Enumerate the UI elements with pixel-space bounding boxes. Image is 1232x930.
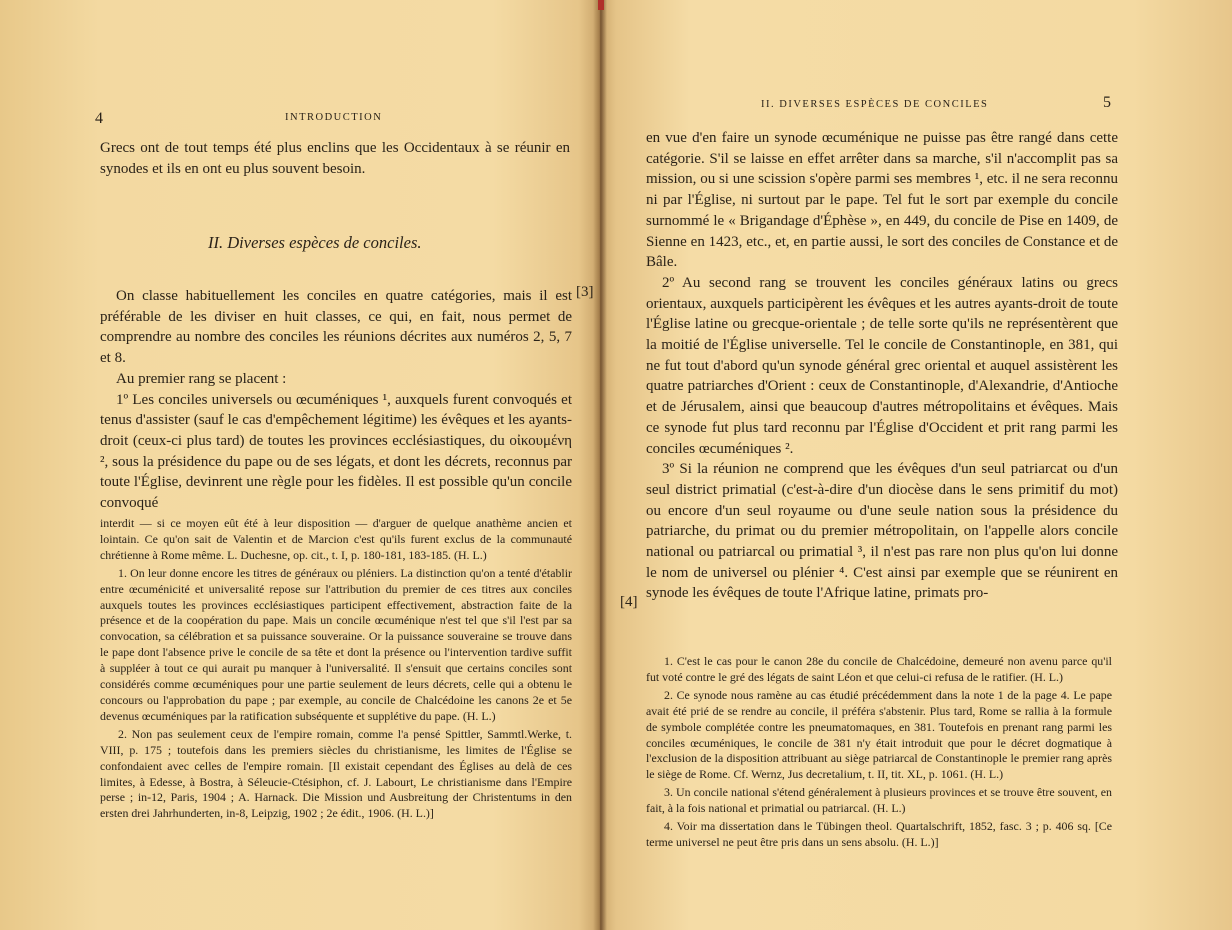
right-footnotes xyxy=(646,654,1112,853)
footnote-1: 1. On leur donne encore les titres de généraux ou pléniers. La distinction qu'on a tenté d'établir entre œcuménicité et universalité repose sur l'attribution du premier de ces titres aux conciles auxquels toutes les provinces ecclésiastiques participent effectivement, abstraction faite de la présence et de la coopération du pape. Mais un concile œcuménique n'est tel que s'il l'est par sa convocation, sa célébration et sa puissance souveraine. Or la puissance souveraine se trouve dans le pape dont l'absence prive le concile de sa tête et dont la présence ou l'intervention tardive suffit à suppléer à tout ce qui aurait pu manquer à l'universalité. Il s'ensuit que certains conciles sont considérés comme œcuméniques pour une partie seulement de leurs décrets, celle qui a obtenu le concours ou l'approbation du pape ; par exemple, au concile de Chalcédoine les canons 2e et 5e devenus œcuméniques par la ratification subséquente et supplétive du pape. (H. L.) xyxy=(100,565,572,723)
page-number: 4 xyxy=(95,110,103,127)
body-paragraph: en vue d'en faire un synode œcuménique ne puisse pas être rangé dans cette catégorie. S'il se laisse en effet arrêter dans sa marche, s'il n'accomplit pas sa mission, ou si une scission s'opère parmi ses membres ¹, etc. il ne sera reconnu ni par l'Église, ni surtout par le pape. Tel fut le sort par exemple du concile surnommé le « Brigandage d'Éphèse », en 449, du concile de Pise en 1409, de Sienne en 1423, etc., et, en partie aussi, le sort des conciles de Constance et de Bâle. xyxy=(646,130,1118,271)
intro-paragraph: Grecs ont de tout temps été plus enclins que les Occidentaux à se réunir en synodes et ils en ont eu plus souvent besoin. xyxy=(100,140,570,177)
footnote-continuation: interdit — si ce moyen eût été à leur disposition — d'arguer de quelque anathème ancien et lointain. Ce qu'on sait de Valentin et de Marcion c'est qu'ils furent exclus de la communauté chrétienne à Rome même. L. Duchesne, op. cit., t. I, p. 180-181, 183-185. (H. L.) xyxy=(100,516,572,562)
body-paragraph: On classe habituellement les conciles en quatre catégories, mais il est préférable de les diviser en huit classes, ce qui, en fait, nous permet de comprendre au nombre des conciles les réunions décrites aux numéros 2, 5, 7 et 8. xyxy=(100,288,572,367)
footnote-4: 4. Voir ma dissertation dans le Tübingen theol. Quartalschrift, 1852, fasc. 3 ; p. 406 sq. [Ce terme universel ne peut être pris dans un sens absolu. (H. L.)] xyxy=(646,819,1112,849)
running-head: INTRODUCTION xyxy=(285,112,383,123)
section-heading: II. Diverses espèces de conciles. xyxy=(208,233,422,252)
footnote-2: 2. Ce synode nous ramène au cas étudié précédemment dans la note 1 de la page 4. Le pape avait été prié de se rendre au concile, il préféra s'abstenir. Plus tard, Rome se rallia à la formule de symbole complétée contre les pneumatomaques, en 381. Toutefois en prenant rang parmi les conciles œcuméniques, le concile de 381 n'y était introduit que pour le décret dogmatique à l'exclusion de la disposition attribuant au siège patriarcal de Constantinople le premier rang après le siège de Rome. Cf. Wernz, Jus decretalium, t. II, tit. XL, p. 1061. (H. L.) xyxy=(646,687,1112,782)
running-head: II. DIVERSES ESPÈCES DE CONCILES xyxy=(761,99,989,110)
right-page xyxy=(606,0,1232,930)
left-page xyxy=(0,0,598,930)
footnote-3: 3. Un concile national s'étend généralement à plusieurs provinces et se trouve être souvent, en fait, à la fois national et primatial ou patriarcal. (H. L.) xyxy=(646,785,1112,816)
footnote-1: 1. C'est le cas pour le canon 28e du concile de Chalcédoine, demeuré non avenu parce qu'il fut voté contre le gré des légats de saint Léon et que celui-ci refusa de le ratifier. (H. L.) xyxy=(646,654,1112,684)
body-paragraph: 2º Au second rang se trouvent les conciles généraux latins ou grecs orientaux, auxquels participèrent les évêques et les autres ayants-droit de toute l'Église latine ou grecque-orientale ; de telle sorte qu'ils ne représentèrent que la moitié de l'Église universelle. Tel le concile de Constantinople, en 381, qui ne fut tout d'abord qu'un synode général grec oriental et auquel assistèrent les quatre patriarches d'Orient : ceux de Constantinople, d'Alexandrie, d'Antioche et de Jérusalem, ainsi que beaucoup d'autres métropolitains et évêques. Mais ce synode fut plus tard reconnu par l'Église d'Occident et prit rang parmi les conciles œcuméniques ². xyxy=(646,274,1118,457)
left-footnotes xyxy=(100,516,572,824)
body-paragraph: 1º Les conciles universels ou œcuméniques ¹, auxquels furent convoqués et tenus d'assister (sauf le cas d'empêchement légitime) les évêques et les ayants-droit (ceux-ci plus tard) de toutes les provinces ecclésiastiques, du οἰκουμένη ², sous la présidence du pape ou de ses légats, et dont les décrets, reconnus par toute l'Église, devinrent une règle pour les fidèles. Il est possible qu'un concile convoqué xyxy=(100,391,572,512)
footnote-2: 2. Non pas seulement ceux de l'empire romain, comme l'a pensé Spittler, Sammtl.Werke, t. VIII, p. 175 ; toutefois dans les premiers siècles du christianisme, les limites de l'Église se confondaient avec celles de l'empire romain. [Il existait cependant des Églises au delà de ces limites, à Edesse, à Bostra, à Séleucie-Ctésiphon, cf. J. Labourt, Le christianisme dans l'Empire perse ; in-12, Paris, 1904 ; A. Harnack. Die Mission und Ausbreitung der Christentums in den ersten drei Jahrhunderten, in-8, Leipzig, 1902 ; 2e édit., 1906. (H. L.)] xyxy=(100,726,572,821)
body-paragraph: 3º Si la réunion ne comprend que les évêques d'un seul patriarcat ou d'un seul district primatial (c'est-à-dire d'un diocèse dans le sens primitif du mot) ou encore d'un seul royaume ou d'une seule nation sous la présidence du patriarche, du primat ou du premier métropolitain, on l'appelle alors concile national ou patriarcal ou primatial ³, il n'est pas rare non plus qu'on lui donne le nom de universel ou plénier ⁴. C'est ainsi par exemple que se réunirent en synode les évêques de toute l'Afrique latine, primats pro- xyxy=(646,461,1118,602)
page-number: 5 xyxy=(1103,94,1111,111)
margin-marker: [3] xyxy=(576,284,594,300)
ribbon-mark xyxy=(598,0,604,10)
margin-marker: [4] xyxy=(620,594,638,610)
left-body xyxy=(100,286,572,514)
body-paragraph: Au premier rang se placent : xyxy=(116,370,287,387)
right-body xyxy=(646,128,1118,604)
